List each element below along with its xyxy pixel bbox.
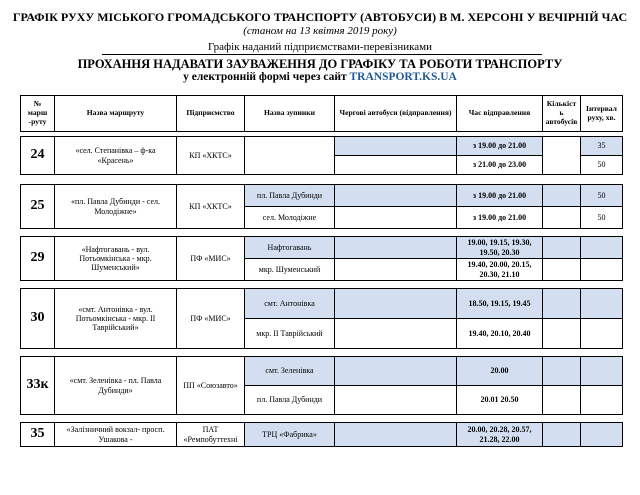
next-buses [335, 357, 457, 386]
departure-time: з 19.00 до 21.00 [457, 207, 543, 229]
site-link[interactable]: TRANSPORT.KS.UA [349, 71, 457, 83]
departure-time: 20.00, 20.28, 20.57, 21.28, 22.00 [457, 423, 543, 447]
route-name: «сел. Степанівка – ф-ка «Красень» [55, 137, 177, 175]
electronic-form-note [0, 71, 640, 83]
stop-name: ТРЦ «Фабрика» [245, 423, 335, 447]
col-stop-name: Назва зупинки [245, 96, 335, 132]
stop-name: мкр. ІІ Таврійський [245, 319, 335, 349]
interval [581, 319, 623, 349]
interval: 50 [581, 156, 623, 175]
interval [581, 386, 623, 415]
col-bus-count: Кількіст ь автобусів [543, 96, 581, 132]
route-number: 24 [21, 137, 55, 175]
table-row [21, 185, 623, 207]
route-number: 29 [21, 237, 55, 281]
departure-time: 19.40, 20.00, 20.15, 20.30, 21.10 [457, 259, 543, 281]
schedule-table [20, 95, 623, 447]
interval [581, 237, 623, 259]
interval: 50 [581, 207, 623, 229]
route-number: 33к [21, 357, 55, 415]
next-buses [335, 185, 457, 207]
route-company: ПФ «МИС» [177, 289, 245, 349]
page-title: ГРАФІК РУХУ МІСЬКОГО ГРОМАДСЬКОГО ТРАНСПОРТУ (АВТОБУСИ) В М. ХЕРСОНІ У ВЕЧІРНІЙ ЧАС [12, 10, 628, 24]
provided-by-note: Графік наданий підприємствами-перевізниками [207, 41, 433, 53]
stop-name [245, 137, 335, 175]
bus-count [543, 207, 581, 229]
departure-time: з 19.00 до 21.00 [457, 137, 543, 156]
next-buses [335, 137, 457, 156]
interval: 50 [581, 185, 623, 207]
departure-time: з 21.00 до 23.00 [457, 156, 543, 175]
interval [581, 357, 623, 386]
departure-time: 19.40, 20.10, 20.40 [457, 319, 543, 349]
bus-count [543, 386, 581, 415]
request-heading: ПРОХАННЯ НАДАВАТИ ЗАУВАЖЕННЯ ДО ГРАФІКУ ТА РОБОТИ ТРАНСПОРТУ [77, 57, 563, 71]
interval: 35 [581, 137, 623, 156]
departure-time: 19.00, 19.15, 19.30, 19.50, 20.30 [457, 237, 543, 259]
route-number: 35 [21, 423, 55, 447]
departure-time: 20.00 [457, 357, 543, 386]
bus-count [543, 185, 581, 207]
route-name: «Залізничний вокзал- просп. Ушакова - [55, 423, 177, 447]
next-buses [335, 207, 457, 229]
route-company: ПАТ «Ремпобуттехні [177, 423, 245, 447]
bus-count [543, 319, 581, 349]
col-next-buses: Чергові автобуси (відправлення) [335, 96, 457, 132]
stop-name: смт. Зеленівка [245, 357, 335, 386]
electronic-form-text: у електронній формі через сайт [183, 71, 347, 83]
interval [581, 423, 623, 447]
departure-time: 20.01 20.50 [457, 386, 543, 415]
route-name: «пл. Павла Дубинди - сел. Молодіжне» [55, 185, 177, 229]
col-departure-time: Час відправлення [457, 96, 543, 132]
departure-time: 18.50, 19.15, 19.45 [457, 289, 543, 319]
next-buses [335, 156, 457, 175]
bus-count [543, 237, 581, 259]
col-interval: Інтервал руху, хв. [581, 96, 623, 132]
departure-time: з 19.00 до 21.00 [457, 185, 543, 207]
stop-name: мкр. Шуменський [245, 259, 335, 281]
stop-name: Нафтогавань [245, 237, 335, 259]
next-buses [335, 386, 457, 415]
route-name: «смт. Зеленівка - пл. Павла Дубинди» [55, 357, 177, 415]
table-row [21, 423, 623, 447]
route-company: ПП «Союзавто» [177, 357, 245, 415]
route-company: КП «ХКТС» [177, 137, 245, 175]
route-name: «смт. Антонівка - вул. Потьомкінська - мкр. ІІ Таврійський» [55, 289, 177, 349]
route-number: 25 [21, 185, 55, 229]
interval [581, 259, 623, 281]
col-route-no: № марш -руту [21, 96, 55, 132]
divider [102, 54, 542, 55]
col-company: Підприємство [177, 96, 245, 132]
next-buses [335, 259, 457, 281]
table-row [21, 289, 623, 319]
route-name: «Нафтогавань - вул. Потьомкінська - мкр. Шуменський» [55, 237, 177, 281]
next-buses [335, 319, 457, 349]
next-buses [335, 237, 457, 259]
table-row [21, 237, 623, 259]
stop-name: смт. Антонівка [245, 289, 335, 319]
interval [581, 289, 623, 319]
bus-count [543, 423, 581, 447]
col-route-name: Назва маршруту [55, 96, 177, 132]
stop-name: пл. Павла Дубинди [245, 185, 335, 207]
next-buses [335, 423, 457, 447]
stop-name: пл. Павла Дубинди [245, 386, 335, 415]
date-note: (станом на 13 квітня 2019 року) [243, 25, 397, 37]
table-row [21, 357, 623, 386]
next-buses [335, 289, 457, 319]
table-row [21, 137, 623, 156]
header-row [21, 96, 623, 132]
bus-count [543, 289, 581, 319]
bus-count [543, 259, 581, 281]
route-company: КП «ХКТС» [177, 185, 245, 229]
stop-name: сел. Молодіжне [245, 207, 335, 229]
route-number: 30 [21, 289, 55, 349]
route-company: ПФ «МИС» [177, 237, 245, 281]
bus-count [543, 357, 581, 386]
bus-count [543, 137, 581, 175]
